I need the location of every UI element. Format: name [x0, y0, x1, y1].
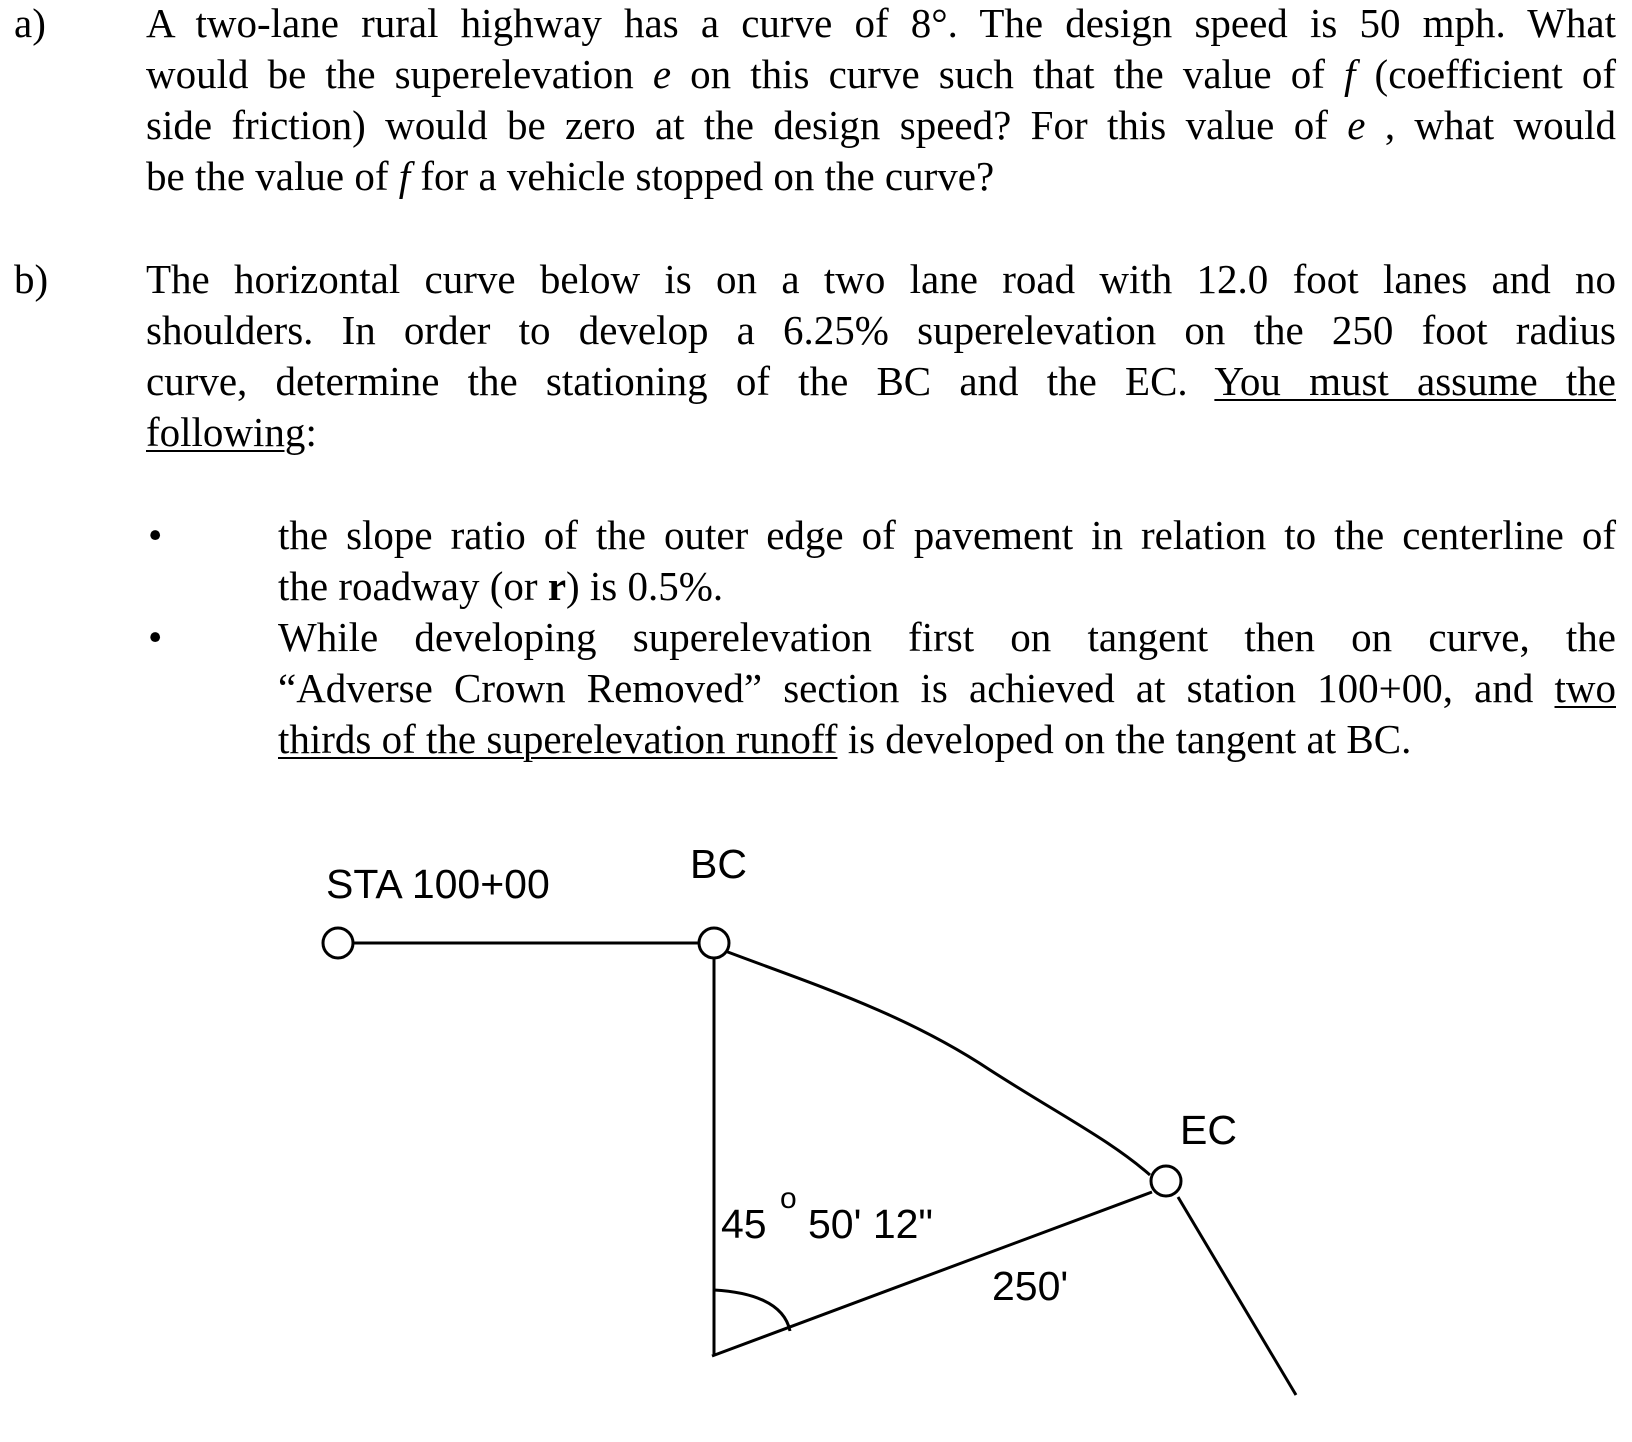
sta-100-point	[323, 928, 353, 958]
bc-label: BC	[690, 841, 747, 887]
sta-100-label: STA 100+00	[326, 861, 550, 907]
problem-a-variable: f	[398, 153, 411, 199]
central-angle-min-sec: 50' 12"	[808, 1201, 933, 1247]
forward-tangent-line	[1178, 1197, 1296, 1395]
problem-a-variable: e	[652, 51, 672, 97]
ec-point	[1151, 1166, 1181, 1196]
central-angle-arc	[714, 1290, 790, 1331]
problem-a-text-run: would be the superelevation	[146, 51, 653, 97]
assumption-text-run: the roadway (or	[278, 563, 548, 609]
central-angle-degrees: 45	[721, 1201, 767, 1247]
bc-point	[699, 928, 729, 958]
problem-a-text-run: for a vehicle stopped on the curve?	[410, 153, 995, 199]
problem-a-text-run: side friction) would be zero at the design speed? For this value of	[146, 102, 1348, 148]
degree-mark: o	[780, 1182, 797, 1215]
problem-b-text-run: curve, determine the stationing of the BC and the EC.	[146, 358, 1215, 404]
problem-b-text-run: :	[305, 409, 317, 455]
problem-a-text-run: A two-lane rural highway has a curve of 8°. The design speed is 50 mph. What	[146, 0, 1616, 46]
problem-b-underlined-text: You must assume the	[1214, 358, 1617, 404]
curve-arc	[712, 946, 1150, 1175]
problem-a-text-run: be the value of	[146, 153, 399, 199]
problem-a-label: a)	[14, 0, 46, 46]
assumption-text-run: While developing superelevation first on tangent then on curve, the	[278, 614, 1616, 660]
bullet-marker: •	[148, 512, 163, 558]
assumption-text-run: is developed on the tangent at BC.	[837, 716, 1412, 762]
assumption-text-run: “Adverse Crown Removed” section is achieved at station 100+00, and	[278, 665, 1555, 711]
problem-a-variable: f	[1344, 51, 1356, 97]
problem-b-text-run: shoulders. In order to develop a 6.25% superelevation on the 250 foot radius	[146, 307, 1616, 353]
problem-b-label: b)	[14, 256, 49, 302]
problem-a-text-run: , what would	[1365, 102, 1616, 148]
assumption-text-run: the slope ratio of the outer edge of pavement in relation to the centerline of	[278, 512, 1616, 558]
problem-a-variable: e	[1347, 102, 1366, 148]
problem-b-underlined-text: following	[146, 409, 306, 455]
ec-label: EC	[1180, 1107, 1237, 1153]
radius-label: 250'	[992, 1263, 1069, 1309]
problem-a-text-run: (coefficient of	[1355, 51, 1616, 97]
problem-b-text-run: The horizontal curve below is on a two lane road with 12.0 foot lanes and no	[146, 256, 1616, 302]
assumption-underlined-text: thirds of the superelevation runoff	[278, 716, 838, 762]
assumption-underlined-text: two	[1554, 665, 1616, 711]
assumption-text-run: ) is 0.5%.	[566, 563, 724, 609]
assumption-bold-text: r	[547, 563, 567, 609]
problem-a-text-run: on this curve such that the value of	[671, 51, 1345, 97]
bullet-marker: •	[148, 614, 163, 660]
